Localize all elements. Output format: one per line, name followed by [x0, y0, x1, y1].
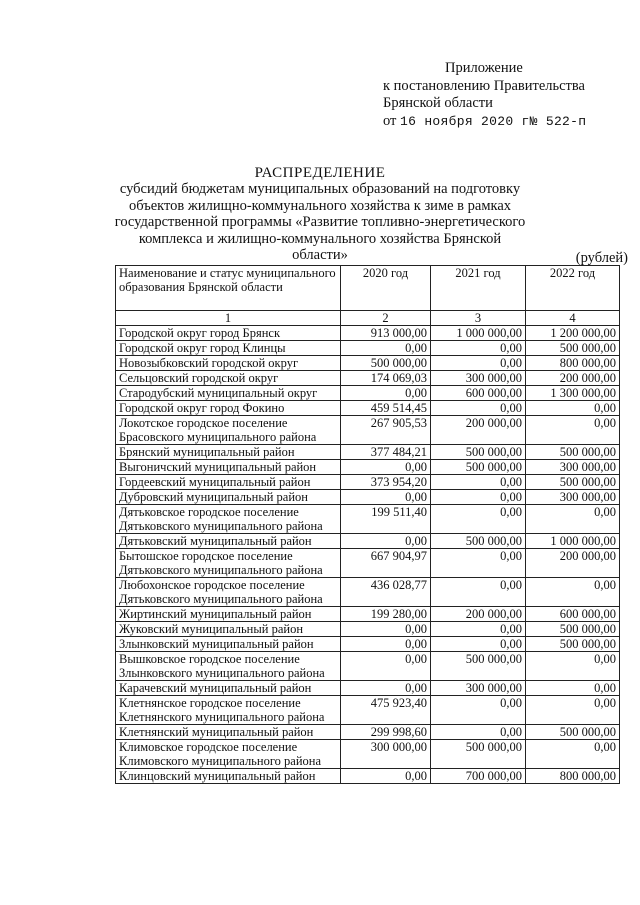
row-name: Клетнянское городское поселение Клетнянского муниципального района	[116, 696, 341, 725]
value-2021: 0,00	[431, 401, 526, 416]
value-2020: 475 923,40	[341, 696, 431, 725]
value-2020: 0,00	[341, 622, 431, 637]
column-number: 3	[431, 311, 526, 326]
value-2021: 500 000,00	[431, 534, 526, 549]
value-2021: 0,00	[431, 505, 526, 534]
row-name: Дятьковский муниципальный район	[116, 534, 341, 549]
row-name: Клетнянский муниципальный район	[116, 725, 341, 740]
table-row	[116, 725, 620, 740]
appendix-line-2: к постановлению Правительства	[383, 77, 585, 94]
table-row	[116, 769, 620, 784]
value-2021: 1 000 000,00	[431, 326, 526, 341]
table-row	[116, 652, 620, 681]
header-2020: 2020 год	[341, 266, 431, 311]
table-row	[116, 386, 620, 401]
value-2021: 0,00	[431, 637, 526, 652]
table-header-row	[116, 266, 620, 311]
row-name: Карачевский муниципальный район	[116, 681, 341, 696]
date-value: 16 ноября 2020 г№ 522-п	[400, 113, 587, 129]
value-2021: 500 000,00	[431, 740, 526, 769]
value-2020: 300 000,00	[341, 740, 431, 769]
value-2021: 0,00	[431, 490, 526, 505]
table-row	[116, 696, 620, 725]
row-name: Климовское городское поселение Климовского муниципального района	[116, 740, 341, 769]
table-row	[116, 475, 620, 490]
table-row	[116, 607, 620, 622]
column-number: 2	[341, 311, 431, 326]
row-name: Злынковский муниципальный район	[116, 637, 341, 652]
value-2022: 0,00	[526, 401, 620, 416]
table-row	[116, 371, 620, 386]
table-row	[116, 549, 620, 578]
table-row	[116, 740, 620, 769]
value-2021: 500 000,00	[431, 652, 526, 681]
value-2022: 500 000,00	[526, 725, 620, 740]
value-2020: 377 484,21	[341, 445, 431, 460]
row-name: Брянский муниципальный район	[116, 445, 341, 460]
row-name: Городской округ город Фокино	[116, 401, 341, 416]
row-name: Городской округ город Клинцы	[116, 341, 341, 356]
value-2021: 500 000,00	[431, 460, 526, 475]
row-name: Выгоничский муниципальный район	[116, 460, 341, 475]
value-2020: 0,00	[341, 386, 431, 401]
subsidy-table	[115, 265, 620, 784]
value-2022: 600 000,00	[526, 607, 620, 622]
value-2021: 0,00	[431, 622, 526, 637]
value-2022: 300 000,00	[526, 490, 620, 505]
table-row	[116, 622, 620, 637]
table-row	[116, 341, 620, 356]
value-2020: 0,00	[341, 769, 431, 784]
value-2021: 300 000,00	[431, 681, 526, 696]
value-2022: 0,00	[526, 578, 620, 607]
value-2021: 0,00	[431, 549, 526, 578]
row-name: Гордеевский муниципальный район	[116, 475, 341, 490]
value-2022: 500 000,00	[526, 622, 620, 637]
value-2020: 0,00	[341, 652, 431, 681]
header-2021: 2021 год	[431, 266, 526, 311]
value-2022: 1 300 000,00	[526, 386, 620, 401]
row-name: Новозыбковский городской округ	[116, 356, 341, 371]
header-2022: 2022 год	[526, 266, 620, 311]
value-2022: 500 000,00	[526, 445, 620, 460]
value-2021: 500 000,00	[431, 445, 526, 460]
row-name: Жиртинский муниципальный район	[116, 607, 341, 622]
value-2020: 0,00	[341, 490, 431, 505]
value-2022: 800 000,00	[526, 769, 620, 784]
value-2021: 300 000,00	[431, 371, 526, 386]
value-2020: 174 069,03	[341, 371, 431, 386]
row-name: Вышковское городское поселение Злынковского муниципального района	[116, 652, 341, 681]
appendix-block	[383, 60, 633, 130]
row-name: Жуковский муниципальный район	[116, 622, 341, 637]
row-name: Бытошское городское поселение Дятьковского муниципального района	[116, 549, 341, 578]
column-number: 4	[526, 311, 620, 326]
table-row	[116, 460, 620, 475]
table-row	[116, 637, 620, 652]
row-name: Локотское городское поселение Брасовского муниципального района	[116, 416, 341, 445]
table-row	[116, 416, 620, 445]
value-2020: 199 280,00	[341, 607, 431, 622]
value-2020: 267 905,53	[341, 416, 431, 445]
value-2022: 200 000,00	[526, 549, 620, 578]
value-2022: 300 000,00	[526, 460, 620, 475]
table-row	[116, 578, 620, 607]
document-title: РАСПРЕДЕЛЕНИЕ	[254, 165, 386, 181]
row-name: Дятьковское городское поселение Дятьковского муниципального района	[116, 505, 341, 534]
value-2021: 600 000,00	[431, 386, 526, 401]
table-row	[116, 534, 620, 549]
value-2022: 0,00	[526, 696, 620, 725]
value-2020: 0,00	[341, 460, 431, 475]
value-2020: 667 904,97	[341, 549, 431, 578]
value-2021: 200 000,00	[431, 416, 526, 445]
value-2020: 0,00	[341, 534, 431, 549]
value-2021: 0,00	[431, 475, 526, 490]
row-name: Стародубский муниципальный округ	[116, 386, 341, 401]
document-subtitle: субсидий бюджетам муниципальных образований на подготовку объектов жилищно-коммунального хозяйства к зиме в рамках государственной программы «Развитие топливно-энергетического комплекса и жилищно-коммунального хозяйства Брянской области»	[114, 181, 526, 263]
table-row	[116, 326, 620, 341]
value-2020: 436 028,77	[341, 578, 431, 607]
value-2020: 0,00	[341, 681, 431, 696]
column-numbers-row	[116, 311, 620, 326]
value-2022: 0,00	[526, 652, 620, 681]
value-2022: 500 000,00	[526, 341, 620, 356]
row-name: Дубровский муниципальный район	[116, 490, 341, 505]
table-row	[116, 401, 620, 416]
value-2020: 0,00	[341, 341, 431, 356]
row-name: Любохонское городское поселение Дятьковского муниципального района	[116, 578, 341, 607]
table-row	[116, 356, 620, 371]
value-2022: 200 000,00	[526, 371, 620, 386]
appendix-line-1: Приложение	[445, 60, 523, 76]
value-2022: 500 000,00	[526, 637, 620, 652]
value-2022: 500 000,00	[526, 475, 620, 490]
date-prefix: от	[383, 112, 397, 129]
row-name: Клинцовский муниципальный район	[116, 769, 341, 784]
value-2021: 0,00	[431, 578, 526, 607]
unit-label: (рублей)	[575, 250, 628, 266]
value-2021: 0,00	[431, 356, 526, 371]
column-number: 1	[116, 311, 341, 326]
value-2020: 373 954,20	[341, 475, 431, 490]
value-2021: 0,00	[431, 725, 526, 740]
value-2021: 0,00	[431, 341, 526, 356]
value-2021: 200 000,00	[431, 607, 526, 622]
table-row	[116, 445, 620, 460]
value-2022: 0,00	[526, 416, 620, 445]
value-2022: 0,00	[526, 740, 620, 769]
table-row	[116, 505, 620, 534]
table-row	[116, 490, 620, 505]
row-name: Сельцовский городской округ	[116, 371, 341, 386]
value-2022: 1 000 000,00	[526, 534, 620, 549]
value-2022: 1 200 000,00	[526, 326, 620, 341]
value-2020: 199 511,40	[341, 505, 431, 534]
header-name: Наименование и статус муниципального образования Брянской области	[116, 266, 341, 311]
value-2022: 0,00	[526, 505, 620, 534]
value-2020: 299 998,60	[341, 725, 431, 740]
value-2020: 913 000,00	[341, 326, 431, 341]
value-2020: 459 514,45	[341, 401, 431, 416]
value-2021: 700 000,00	[431, 769, 526, 784]
value-2022: 0,00	[526, 681, 620, 696]
appendix-date	[383, 113, 633, 131]
value-2022: 800 000,00	[526, 356, 620, 371]
value-2020: 0,00	[341, 637, 431, 652]
table-row	[116, 681, 620, 696]
value-2021: 0,00	[431, 696, 526, 725]
appendix-line-3: Брянской области	[383, 95, 493, 111]
value-2020: 500 000,00	[341, 356, 431, 371]
row-name: Городской округ город Брянск	[116, 326, 341, 341]
